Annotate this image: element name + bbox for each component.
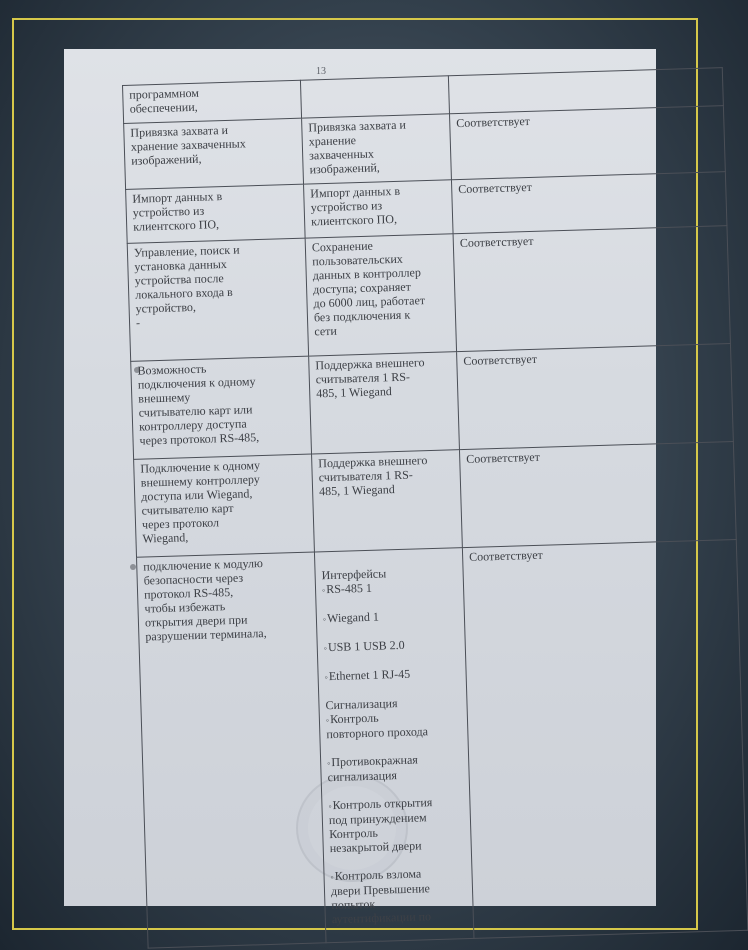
alarm-item: ◦ Контроль повторного прохода — [326, 708, 462, 741]
interface-item: ◦ RS-485 1 — [322, 578, 457, 597]
requirement-cell: Возможность подключения к одному внешнему считывателю карт или контроллеру доступа через протокол RS-485, — [131, 356, 312, 459]
specification-table — [122, 67, 748, 948]
compliance-cell: Соответствует — [457, 344, 734, 450]
requirement-cell: Привязка захвата и хранение захваченных изображений, — [124, 118, 304, 189]
spec-table-wrapper — [122, 67, 747, 948]
offer-cell: Импорт данных в устройство из клиентского ПО, — [304, 180, 454, 238]
compliance-cell: Соответствует — [451, 172, 726, 234]
compliance-cell: Соответствует — [449, 106, 725, 180]
binding-hole — [130, 564, 136, 570]
requirement-cell: программном обеспечении, — [123, 80, 302, 123]
table-row — [137, 539, 748, 948]
compliance-cell: Соответствует — [459, 442, 736, 548]
document-page — [64, 49, 656, 927]
offer-cell — [314, 548, 474, 943]
requirement-cell: подключение к модулю безопасности через протокол RS-485, чтобы избежать открытия двери при разрушении терминала, — [137, 552, 327, 948]
offer-cell: Поддержка внешнего считывателя 1 RS- 485, 1 Wiegand — [312, 450, 463, 552]
interface-item: ◦ Wiegand 1 — [323, 607, 458, 626]
interfaces-heading: Интерфейсы — [321, 566, 387, 583]
table-row — [131, 344, 734, 460]
alarm-item: ◦ Противокражная сигнализация — [327, 751, 463, 784]
offer-cell: Сохранение пользовательских данных в контроллер доступа; сохраняет до 6000 лиц, работает без подключения к сети — [305, 234, 456, 356]
alarm-item: ◦ Контроль открытия под принуждением Контроль незакрытой двери — [328, 794, 465, 855]
page-number: 13 — [316, 66, 326, 77]
alarm-item: ◦ Контроль взлома двери Превышение попыток аутентификации по — [330, 865, 467, 926]
table-row — [127, 226, 730, 362]
requirement-cell: Подключение к одному внешнему контроллеру доступа или Wiegand, считывателю карт через протокол Wiegand, — [134, 454, 315, 557]
interface-item: ◦ USB 1 USB 2.0 — [324, 636, 459, 655]
interface-item: ◦ Ethernet 1 RJ-45 — [324, 665, 459, 684]
table-row — [134, 442, 737, 558]
offer-cell: Привязка захвата и хранение захваченных изображений, — [302, 114, 452, 184]
offer-cell: Поддержка внешнего считывателя 1 RS- 485, 1 Wiegand — [309, 352, 460, 454]
offer-cell — [300, 76, 449, 118]
compliance-cell: Соответствует — [462, 539, 747, 938]
compliance-cell: Соответствует — [453, 226, 730, 352]
requirement-cell: Управление, поиск и установка данных устройства после локального входа в устройство, - — [127, 238, 308, 361]
requirement-cell: Импорт данных в устройство из клиентского ПО, — [126, 184, 306, 243]
alarm-heading: Сигнализация — [325, 696, 398, 713]
